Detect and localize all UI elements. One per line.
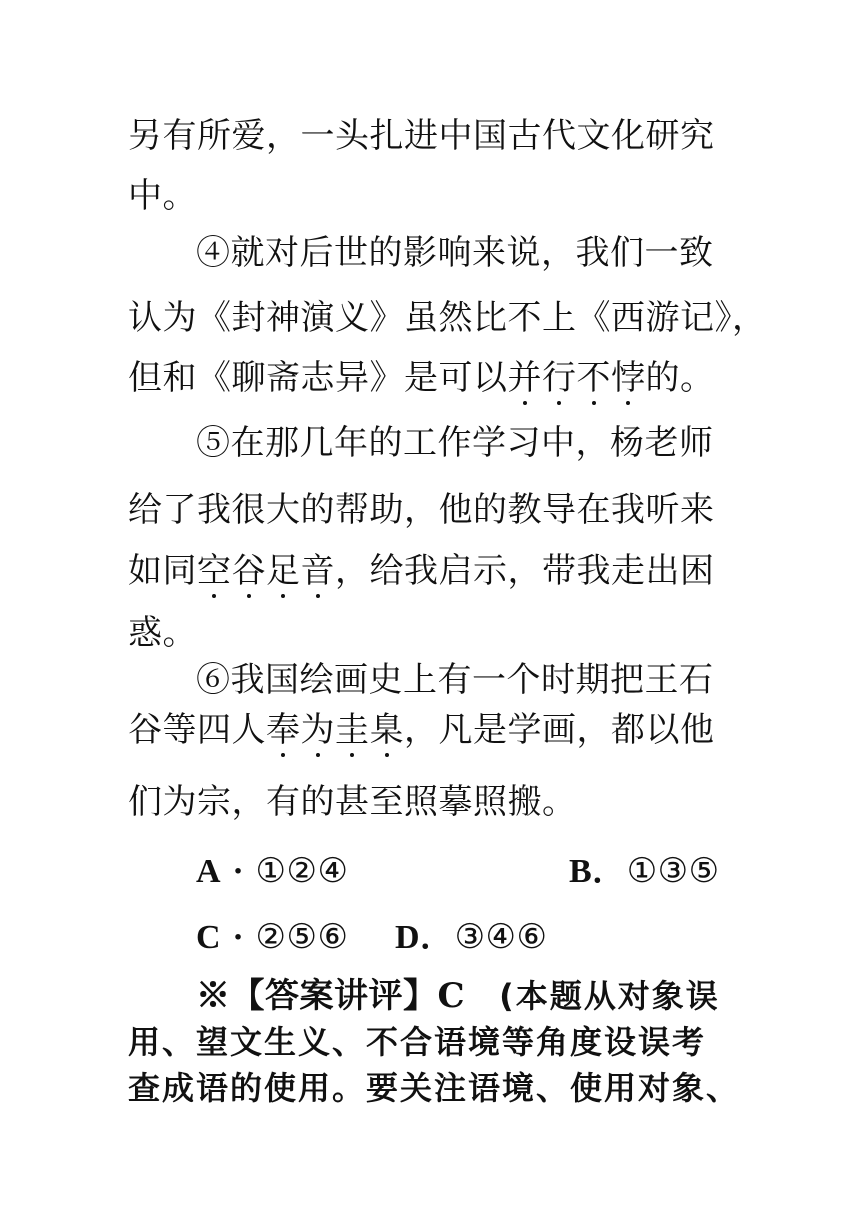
text-line-2: 中。 [128,176,197,216]
emphasis-char: 足 [266,551,301,591]
option-a-separator: · [232,853,245,890]
text-line-1: 另有所爱，一头扎进中国古代文化研究 [128,116,715,156]
emphasis-char: 不 [576,358,611,398]
emphasis-char: 臬 [369,710,404,750]
answer-heading: ※【答案讲评】C [196,976,466,1016]
option-b [569,849,720,894]
text-segment: 但和《聊斋志异》是可以 [128,358,508,398]
emphasis-char: 行 [542,358,577,398]
text-segment: ，给我启示，带我走出困 [335,551,715,591]
option-c-value: ②⑤⑥ [255,917,349,957]
item-6-line-2 [128,708,715,752]
option-d-label: D． [395,919,455,956]
option-d [395,915,548,960]
answer-line-3: 查成语的使用。要关注语境、使用对象、 [128,1069,741,1107]
item-6-line-3: 们为宗，有的甚至照摹照搬。 [128,782,577,822]
option-a [196,849,348,894]
answer-line-1 [196,974,720,1018]
option-a-label: A [196,853,222,890]
option-b-label: B． [569,853,627,890]
emphasis-char: 音 [300,551,335,591]
item-4-line-1: ④就对后世的影响来说，我们一致 [196,233,714,273]
text-segment: 的。 [645,358,715,398]
answer-text-segment: (本题从对象误 [465,977,720,1015]
emphasis-char: 为 [300,710,335,750]
item-5-line-4: 惑。 [128,613,197,653]
item-5-line-3 [128,549,715,593]
item-4-line-3 [128,356,715,400]
item-6-line-1: ⑥我国绘画史上有一个时期把王石 [196,660,714,700]
option-a-value: ①②④ [255,851,349,891]
emphasis-char: 谷 [231,551,266,591]
emphasis-char: 空 [197,551,232,591]
answer-line-2: 用、望文生义、不合语境等角度设误考 [128,1023,707,1061]
text-segment: ，凡是学画，都以他 [404,710,715,750]
item-5-line-1: ⑤在那几年的工作学习中，杨老师 [196,423,714,463]
emphasis-char: 圭 [335,710,370,750]
option-c [196,915,348,960]
item-4-line-2: 认为《封神演义》虽然比不上《西游记》， [128,298,767,338]
option-d-value: ③④⑥ [454,917,548,957]
emphasis-char: 奉 [266,710,301,750]
text-segment: 谷等四人 [128,710,266,750]
emphasis-char: 悖 [611,358,646,398]
emphasis-char: 并 [507,358,542,398]
option-c-label: C [196,919,222,956]
item-5-line-2: 给了我很大的帮助，他的教导在我听来 [128,490,715,530]
option-b-value: ①③⑤ [626,851,720,891]
text-segment: 如同 [128,551,197,591]
option-c-separator: · [232,919,245,956]
